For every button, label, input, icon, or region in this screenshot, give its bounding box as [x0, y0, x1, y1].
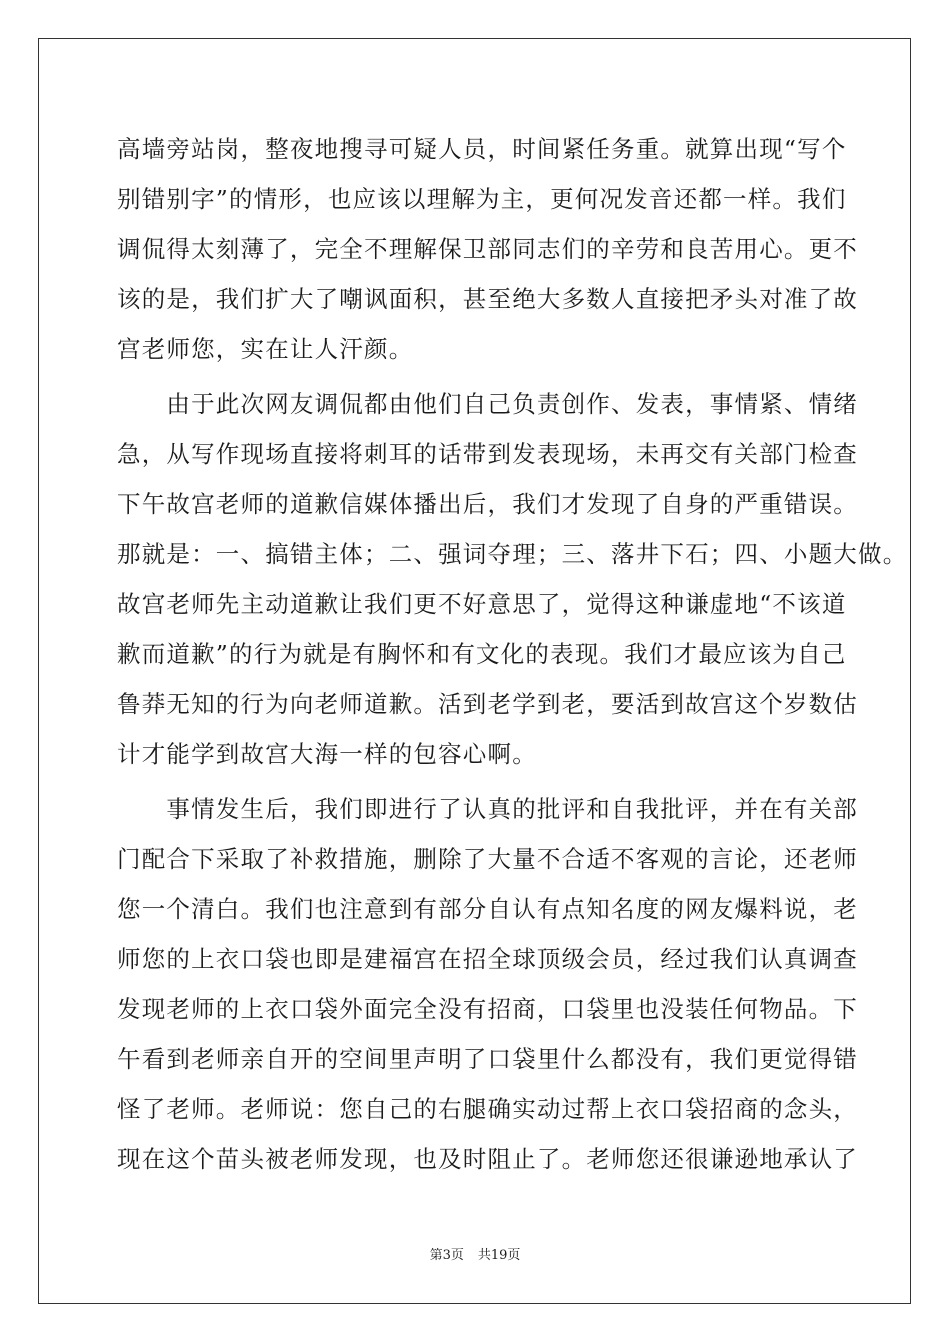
text-line: 计才能学到故宫大海一样的包容心啊。: [117, 740, 537, 768]
text-line: 由于此次网友调侃都由他们自己负责创作、发表，事情紧、情绪: [117, 390, 858, 418]
text-line: 那就是：一、搞错主体；二、强词夺理；三、落井下石；四、小题大做。: [117, 540, 908, 568]
text-line: 发现老师的上衣口袋外面完全没有招商，口袋里也没装任何物品。下: [117, 995, 858, 1023]
page-total: 共19页: [477, 1248, 521, 1263]
text-line: 事情发生后，我们即进行了认真的批评和自我批评，并在有关部: [117, 795, 858, 823]
text-line: 故宫老师先主动道歉让我们更不好意思了，觉得这种谦虚地“不该道: [117, 590, 847, 618]
text-line: 鲁莽无知的行为向老师道歉。活到老学到老，要活到故宫这个岁数估: [117, 690, 858, 718]
text-line: 午看到老师亲自开的空间里声明了口袋里什么都没有，我们更觉得错: [117, 1045, 858, 1073]
text-line: 门配合下采取了补救措施，删除了大量不合适不客观的言论，还老师: [117, 845, 858, 873]
text-line: 别错别字”的情形，也应该以理解为主，更何况发音还都一样。我们: [117, 185, 847, 213]
text-line: 师您的上衣口袋也即是建福宫在招全球顶级会员，经过我们认真调查: [117, 945, 858, 973]
text-line: 调侃得太刻薄了，完全不理解保卫部同志们的辛劳和良苦用心。更不: [117, 235, 858, 263]
page-footer: [0, 1244, 950, 1263]
document-body: [117, 124, 908, 1184]
text-line: 宫老师您，实在让人汗颜。: [117, 335, 414, 363]
text-line: 怪了老师。老师说：您自己的右腿确实动过帮上衣口袋招商的念头，: [117, 1095, 858, 1123]
text-line: 您一个清白。我们也注意到有部分自认有点知名度的网友爆料说，老: [117, 895, 858, 923]
text-line: 现在这个苗头被老师发现，也及时阻止了。老师您还很谦逊地承认了: [117, 1145, 858, 1173]
text-line: 该的是，我们扩大了嘲讽面积，甚至绝大多数人直接把矛头对准了故: [117, 285, 858, 313]
text-line: 急，从写作现场直接将刺耳的话带到发表现场，未再交有关部门检查: [117, 440, 858, 468]
text-line: 歉而道歉”的行为就是有胸怀和有文化的表现。我们才最应该为自己: [117, 640, 847, 668]
text-line: 高墙旁站岗，整夜地搜寻可疑人员，时间紧任务重。就算出现“写个: [117, 135, 847, 163]
text-line: 下午故宫老师的道歉信媒体播出后，我们才发现了自身的严重错误。: [117, 490, 858, 518]
page-number: 第3页: [429, 1248, 464, 1263]
